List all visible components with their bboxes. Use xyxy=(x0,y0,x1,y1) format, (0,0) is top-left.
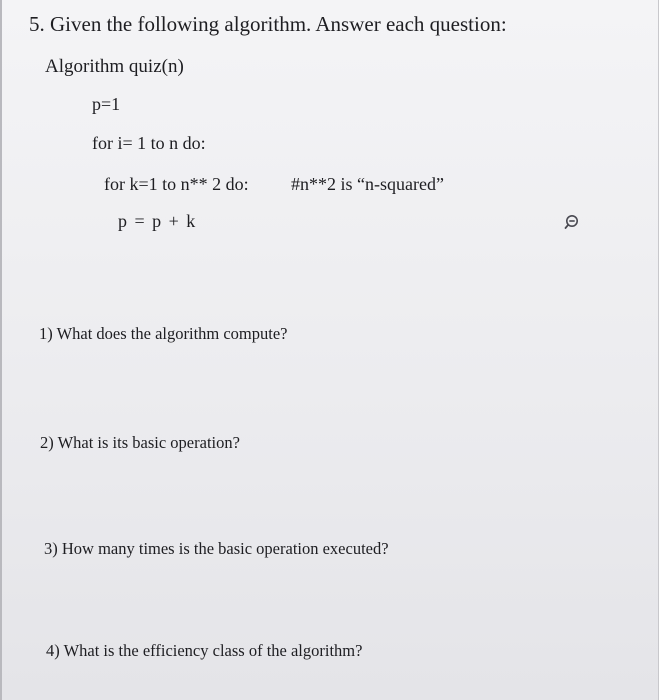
code-comment: #n**2 is “n-squared” xyxy=(291,174,444,194)
question-heading: 5. Given the following algorithm. Answer each question: xyxy=(29,12,507,36)
question-4: 4) What is the efficiency class of the algorithm? xyxy=(46,641,363,660)
code-line-outer-loop: for i= 1 to n do: xyxy=(92,133,206,153)
code-line-inner-loop: for k=1 to n** 2 do: xyxy=(104,174,249,194)
question-2: 2) What is its basic operation? xyxy=(40,433,240,452)
code-line-init: p=1 xyxy=(92,94,121,114)
question-1: 1) What does the algorithm compute? xyxy=(39,324,288,343)
question-3: 3) How many times is the basic operation executed? xyxy=(44,539,389,558)
code-line-body: p = p + k xyxy=(118,211,197,231)
zoom-out-icon[interactable] xyxy=(564,214,584,232)
algorithm-name: Algorithm quiz(n) xyxy=(45,56,184,77)
